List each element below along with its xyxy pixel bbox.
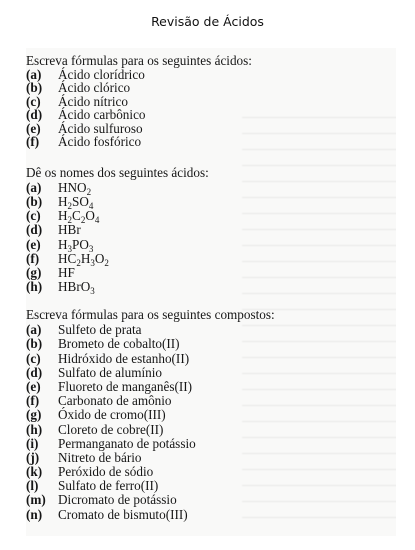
item-formula: [58, 180, 386, 198]
item-letter: (a): [26, 322, 42, 338]
item-text: Permanganato de potássio: [58, 435, 196, 451]
item-letter: (j): [26, 449, 40, 465]
formula-subscript: 4: [88, 201, 94, 212]
item-letter: (e): [26, 120, 41, 136]
item-letter: (m): [26, 492, 46, 508]
formula-subscript: 3: [88, 243, 94, 254]
item-text: Sulfato de alumínio: [58, 364, 163, 380]
section-acid-formulas: [26, 54, 386, 149]
item-text: Sulfato de ferro(II): [58, 478, 159, 494]
section-heading: Escreva fórmulas para os seguintes ácidos:: [26, 53, 252, 68]
item-list: [26, 181, 386, 294]
list-item: [26, 81, 386, 94]
item-text: Ácido nítrico: [58, 93, 128, 109]
item-formula: [58, 278, 386, 296]
item-text: Ácido sulfuroso: [58, 120, 143, 136]
item-text: Brometo de cobalto(II): [58, 336, 180, 352]
item-letter: (f): [26, 134, 40, 150]
item-letter: (k): [26, 464, 43, 480]
item-text: Ácido clórico: [58, 80, 131, 96]
formula-symbol: C: [72, 208, 81, 224]
formula-subscript: 2: [104, 257, 109, 268]
item-letter: (e): [26, 378, 41, 394]
list-item: [26, 408, 386, 422]
item-letter: (c): [26, 93, 41, 109]
list-item: [26, 252, 386, 266]
item-letter: (f): [26, 250, 40, 266]
list-item: [26, 208, 386, 226]
item-letter: (g): [26, 264, 42, 280]
item-list: [26, 68, 386, 149]
formula-symbol: HF: [58, 264, 75, 280]
item-letter: (b): [26, 194, 43, 210]
list-item: [26, 280, 386, 294]
list-item: [26, 68, 386, 81]
item-letter: (e): [26, 236, 41, 252]
section-heading: Dê os nomes dos seguintes ácidos:: [26, 165, 209, 180]
item-letter: (d): [26, 222, 43, 238]
formula-subscript: 2: [76, 257, 81, 268]
formula-symbol: SO: [72, 194, 89, 210]
item-letter: (b): [26, 336, 43, 352]
list-item: [26, 194, 386, 212]
item-text: Carbonato de amônio: [58, 393, 172, 409]
item-text: Hidróxido de estanho(II): [58, 350, 190, 366]
item-letter: (g): [26, 407, 42, 423]
section-acid-names: [26, 166, 386, 294]
item-formula: [58, 208, 386, 226]
section-compound-formulas: [26, 308, 386, 522]
item-letter: (f): [26, 393, 40, 409]
list-item: [26, 95, 386, 108]
page-title: Revisão de Ácidos: [151, 14, 264, 29]
list-item: [26, 451, 386, 465]
formula-symbol: H: [58, 194, 68, 210]
item-text: Cloreto de cobre(II): [58, 421, 164, 437]
list-item: [26, 366, 386, 380]
list-item: [26, 108, 386, 121]
item-list: [26, 323, 386, 522]
list-item: [26, 135, 386, 148]
list-item: [26, 238, 386, 252]
list-item: [26, 394, 386, 408]
item-letter: (c): [26, 208, 41, 224]
list-item: [26, 437, 386, 451]
list-item: [26, 479, 386, 493]
item-text: Ácido fosfórico: [58, 134, 142, 150]
list-item: [26, 337, 386, 351]
formula-symbol: O: [85, 208, 95, 224]
list-item: [26, 508, 386, 522]
item-text: Fluoreto de manganês(II): [58, 378, 193, 394]
list-item: [26, 266, 386, 280]
item-formula: [58, 194, 386, 212]
item-formula: [58, 223, 386, 236]
formula-subscript: 2: [80, 215, 86, 226]
item-letter: (b): [26, 80, 43, 96]
item-text: Cromato de bismuto(III): [58, 506, 188, 522]
formula-symbol: PO: [72, 236, 89, 252]
item-letter: (a): [26, 180, 42, 196]
item-letter: (l): [26, 478, 39, 494]
item-formula: [58, 250, 386, 268]
item-letter: (h): [26, 421, 43, 437]
item-letter: (d): [26, 107, 43, 123]
item-letter: (c): [26, 350, 41, 366]
formula-subscript: 3: [90, 257, 95, 268]
list-item: [26, 380, 386, 394]
formula-symbol: HNO: [58, 180, 87, 196]
item-text: Sulfeto de prata: [58, 322, 142, 338]
item-text: Dicromato de potássio: [58, 492, 177, 508]
formula-subscript: 2: [67, 215, 73, 226]
item-formula: [58, 266, 386, 279]
item-text: Nitreto de bário: [58, 449, 142, 465]
list-item: [26, 122, 386, 135]
formula-subscript: 4: [94, 215, 100, 226]
section-heading: Escreva fórmulas para os seguintes compostos:: [26, 307, 275, 322]
item-text: Óxido de cromo(III): [58, 407, 166, 423]
formula-symbol: H: [58, 236, 68, 252]
list-item: [26, 423, 386, 437]
item-letter: (i): [26, 435, 39, 451]
item-letter: (h): [26, 278, 43, 294]
item-letter: (d): [26, 364, 43, 380]
item-text: Ácido carbônico: [58, 107, 146, 123]
formula-symbol: HC: [58, 250, 77, 266]
formula-subscript: 3: [67, 243, 73, 254]
formula-symbol: H: [58, 208, 68, 224]
formula-symbol: H: [80, 250, 91, 266]
formula-symbol: O: [94, 250, 105, 266]
item-letter: (n): [26, 506, 43, 522]
list-item: [26, 493, 386, 507]
list-item: [26, 180, 386, 198]
formula-subscript: 3: [90, 285, 95, 296]
formula-symbol: HBr: [58, 222, 81, 238]
list-item: [26, 323, 386, 337]
item-text: Peróxido de sódio: [58, 464, 154, 480]
list-item: [26, 465, 386, 479]
formula-subscript: 2: [86, 187, 92, 198]
item-letter: (a): [26, 66, 42, 82]
list-item: [26, 223, 386, 237]
item-text: Ácido clorídrico: [58, 66, 145, 82]
formula-symbol: HBrO: [58, 278, 91, 294]
formula-subscript: 2: [67, 201, 73, 212]
list-item: [26, 352, 386, 366]
item-formula: [58, 236, 386, 254]
